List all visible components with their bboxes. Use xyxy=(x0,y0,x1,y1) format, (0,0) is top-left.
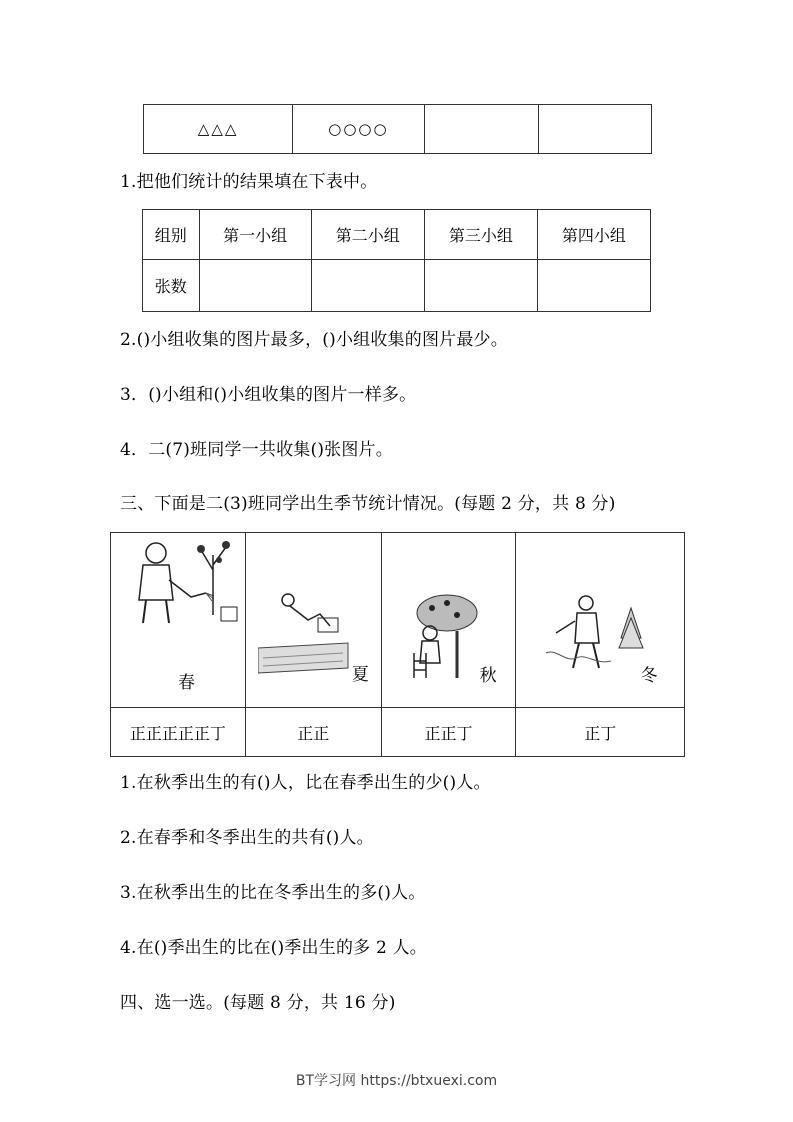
group-1-count-blank[interactable] xyxy=(199,260,311,312)
season-birth-table xyxy=(110,532,685,757)
tally-winter: 正丁 xyxy=(516,708,685,757)
section-3-question-4: 4.在()季出生的比在()季出生的多 2 人。 xyxy=(120,938,427,958)
section-3-question-2: 2.在春季和冬季出生的共有()人。 xyxy=(120,828,374,848)
shape-cell-empty-4 xyxy=(538,105,651,154)
tally-autumn: 正正丁 xyxy=(381,708,516,757)
shape-cell-triangles: △△△ xyxy=(144,105,293,154)
group-row-header: 组别 xyxy=(143,210,200,260)
season-label-autumn: 秋 xyxy=(479,666,497,686)
winter-illustration xyxy=(541,593,651,683)
count-row-header: 张数 xyxy=(143,260,200,312)
question-3: 3．()小组和()小组收集的图片一样多。 xyxy=(120,385,417,405)
season-label-spring: 春 xyxy=(178,673,195,693)
group-3-header: 第三小组 xyxy=(424,210,537,260)
winter-picture-cell xyxy=(516,533,685,708)
season-label-winter: 冬 xyxy=(640,666,658,686)
spring-illustration xyxy=(121,535,241,635)
footer-watermark: BT学习网 https://btxuexi.com xyxy=(295,1073,498,1089)
question-2: 2.()小组收集的图片最多，()小组收集的图片最少。 xyxy=(120,330,508,350)
section-3-question-1: 1.在秋季出生的有()人，比在春季出生的少()人。 xyxy=(120,773,491,793)
shape-count-table xyxy=(143,104,652,154)
shape-cell-empty-3 xyxy=(424,105,538,154)
section-3-question-3: 3.在秋季出生的比在冬季出生的多()人。 xyxy=(120,883,426,903)
tally-spring: 正正正正正丁 xyxy=(111,708,246,757)
group-3-count-blank[interactable] xyxy=(424,260,537,312)
group-count-table xyxy=(142,209,651,312)
summer-picture-cell xyxy=(245,533,381,708)
group-4-header: 第四小组 xyxy=(537,210,650,260)
autumn-picture-cell xyxy=(381,533,516,708)
summer-illustration xyxy=(258,588,358,678)
section-3-heading: 三、下面是二(3)班同学出生季节统计情况。(每题 2 分，共 8 分) xyxy=(120,494,616,514)
spring-picture-cell xyxy=(111,533,246,708)
section-4-heading: 四、选一选。(每题 8 分，共 16 分) xyxy=(120,993,396,1013)
question-4: 4．二(7)班同学一共收集()张图片。 xyxy=(120,440,393,460)
group-4-count-blank[interactable] xyxy=(537,260,650,312)
shape-cell-circles: ○○○○ xyxy=(293,105,424,154)
tally-summer: 正正 xyxy=(245,708,381,757)
question-1-fill-table: 1.把他们统计的结果填在下表中。 xyxy=(120,172,378,192)
group-1-header: 第一小组 xyxy=(199,210,311,260)
autumn-illustration xyxy=(402,593,482,683)
season-label-summer: 夏 xyxy=(351,665,369,685)
group-2-count-blank[interactable] xyxy=(311,260,424,312)
group-2-header: 第二小组 xyxy=(311,210,424,260)
